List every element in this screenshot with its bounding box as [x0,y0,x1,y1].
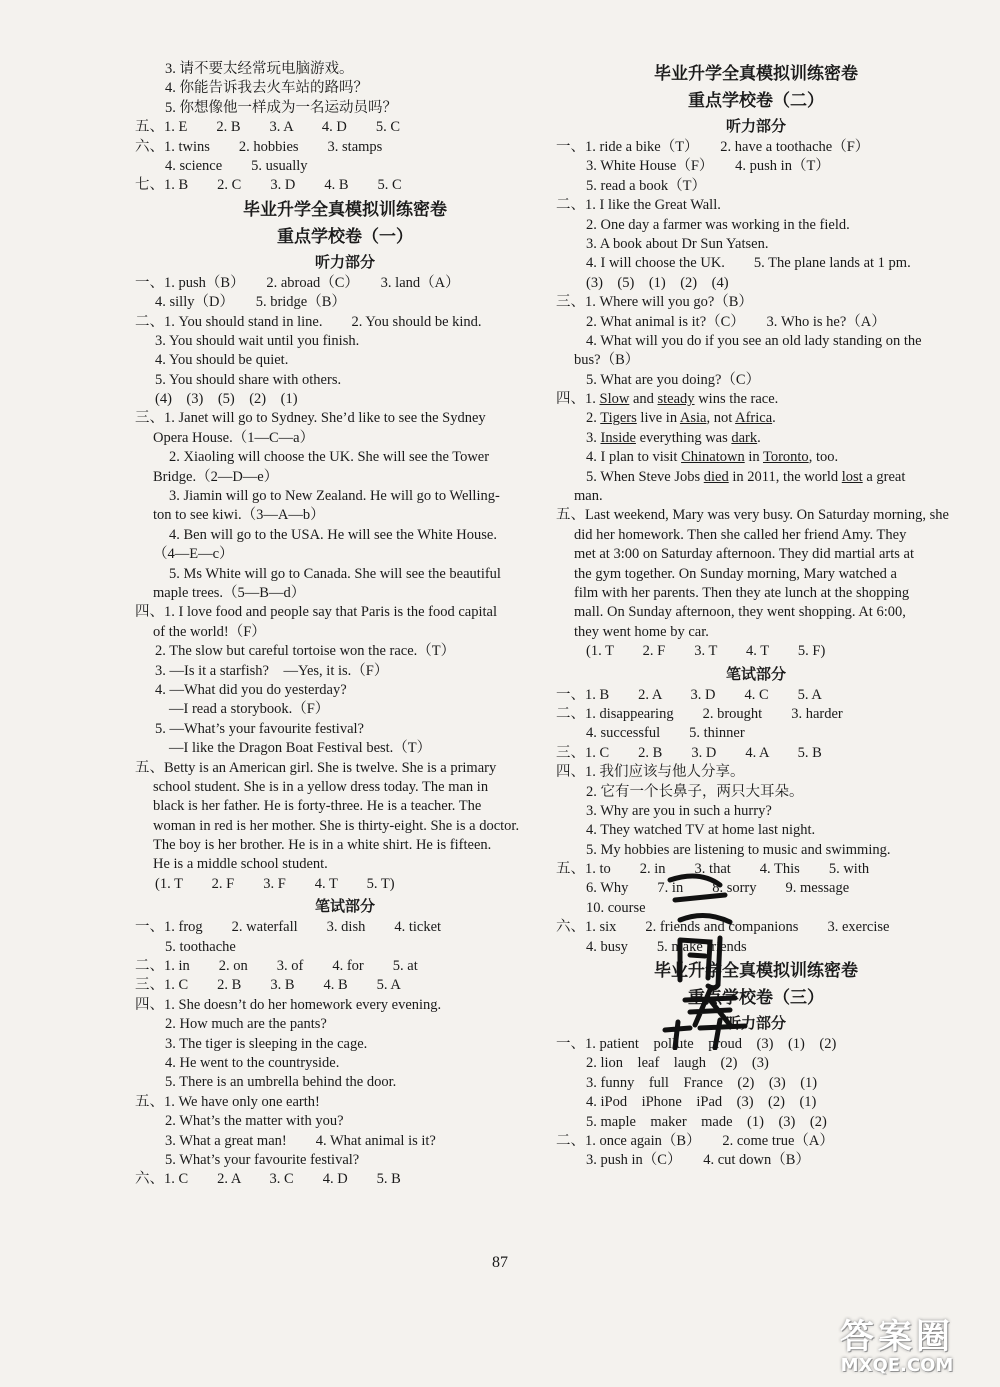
answer-line: 4. Ben will go to the USA. He will see the White House. [169,526,497,543]
answer-line: 3. Why are you in such a hurry? [586,802,772,819]
answer-line: 2. One day a farmer was working in the field. [586,216,850,233]
answer-line: 3. White House（F） 4. push in（T） [586,158,830,175]
answer-line: did her homework. Then she called her friend Amy. They [574,526,907,543]
answer-line: 2. lion leaf laugh (2) (3) [586,1055,769,1072]
answer-line: (3) (5) (1) (2) (4) [586,274,729,291]
answer-line: met at 3:00 on Saturday afternoon. They did martial arts at [574,546,914,563]
answer-line: 五、Betty is an American girl. She is twelve. She is a primary [135,759,497,776]
answer-line: (1. T 2. F 3. T 4. T 5. F) [586,643,826,660]
answer-line: 4. successful 5. thinner [586,725,745,742]
answer-line: 四、1. Slow and steady wins the race. [556,391,779,408]
answer-line: 4. —What did you do yesterday? [155,681,347,698]
answer-line: 2. Tigers live in Asia, not Africa. [586,410,776,427]
answer-line: 5. maple maker made (1) (3) (2) [586,1113,827,1130]
answer-line: bus?（B） [574,352,640,369]
answer-line: 5. 你想像他一样成为一名运动员吗？ [165,99,397,116]
answer-line: 2. Xiaoling will choose the UK. She will see the Tower [169,449,490,466]
answer-line: 四、1. I love food and people say that Paris is the food capital [135,604,498,621]
answer-line: 5. read a book（T） [586,177,706,194]
answer-line: film with her parents. Then they ate lunch at the shopping [574,584,910,601]
answer-line: 三、1. Where will you go?（B） [556,294,753,311]
answer-line: 三、1. C 2. B 3. B 4. B 5. A [135,977,401,994]
answer-line: 3. Inside everything was dark. [586,429,761,446]
answer-line: —I like the Dragon Boat Festival best.（T） [169,740,432,757]
answer-line: 4. science 5. usually [165,157,308,174]
answer-line: 4. iPod iPhone iPad (3) (2) (1) [586,1094,817,1111]
answer-line: 一、1. frog 2. waterfall 3. dish 4. ticket [135,919,442,936]
answer-line: 四、1. She doesn’t do her homework every evening. [135,996,442,1013]
answer-line: Bridge.（2—D—e） [153,468,279,485]
answer-line: 4. busy 5. make friends [586,938,747,955]
answer-line: black is her father. He is forty-three. He is a teacher. The [153,798,482,815]
answer-line: 2. The slow but careful tortoise won the race.（T） [155,643,456,660]
answer-line: 4. What will you do if you see an old lady standing on the [586,332,922,349]
answer-line: 一、1. B 2. A 3. D 4. C 5. A [556,686,822,703]
exam-title: 重点学校卷（二） [688,91,824,111]
answer-line: 4. They watched TV at home last night. [586,822,816,839]
answer-line: 三、1. C 2. B 3. D 4. A 5. B [556,744,822,761]
answer-line: 3. What a great man! 4. What animal is it? [165,1132,436,1149]
answer-line: 二、1. in 2. on 3. of 4. for 5. at [135,958,418,975]
answer-line: 5. —What’s your favourite festival? [155,720,364,737]
answer-line: 3. funny full France (2) (3) (1) [586,1074,818,1091]
answer-line: 六、1. C 2. A 3. C 4. D 5. B [135,1171,401,1188]
answer-line: 五、Last weekend, Mary was very busy. On Saturday morning, she [556,507,949,524]
answer-line: 5. Ms White will go to Canada. She will see the beautiful [169,565,501,582]
answer-line: school student. She is in a yellow dress today. The man in [153,778,489,795]
answer-line: woman in red is her mother. She is thirty-eight. She is a doctor. [153,817,520,834]
answer-line: ton to see kiwi.（3—A—b） [153,507,325,524]
exam-title: 毕业升学全真模拟训练密卷 [654,64,858,84]
answer-line: 5. My hobbies are listening to music and swimming. [586,841,891,858]
answer-line: 3. A book about Dr Sun Yatsen. [586,235,769,252]
answer-line: Opera House.（1—C—a） [153,429,315,446]
answer-line: 六、1. six 2. friends and companions 3. exercise [556,919,890,936]
answer-line: 4. He went to the countryside. [165,1054,340,1071]
answer-line: 5. What are you doing?（C） [586,371,761,388]
answer-line: 七、1. B 2. C 3. D 4. B 5. C [135,177,402,194]
answer-line: 2. What’s the matter with you? [165,1113,344,1130]
exam-title: 毕业升学全真模拟训练密卷 [654,961,858,982]
answer-line: maple trees.（5—B—d） [153,584,306,601]
section-heading: 笔试部分 [314,897,375,916]
answer-line: 五、1. We have only one earth! [135,1093,320,1110]
answer-line: The boy is her brother. He is in a white shirt. He is fifteen. [153,837,492,854]
answer-line: —I read a storybook.（F） [169,701,330,718]
section-heading: 笔试部分 [725,664,786,683]
section-heading: 听力部分 [314,252,375,271]
answer-line: 4. I plan to visit Chinatown in Toronto, too. [586,449,839,466]
answer-line: 3. Jiamin will go to New Zealand. He will go to Welling- [169,488,500,505]
answer-line: 5. When Steve Jobs died in 2011, the world lost a great [586,468,906,485]
answer-line: 2. 它有一个长鼻子，两只大耳朵。 [586,783,804,800]
answer-line: they went home by car. [574,623,709,640]
logo-cn: 答案圈 [840,1317,954,1357]
answer-line: the gym together. On Sunday morning, Mary watched a [574,565,897,582]
right-column [556,60,956,1171]
answer-line: 4. I will choose the UK. 5. The plane lands at 1 pm. [586,255,911,272]
answer-line: 6. Why 7. in 8. sorry 9. message [586,880,850,897]
answer-line: 二、1. You should stand in line. 2. You should be kind. [135,313,482,330]
exam-title: 毕业升学全真模拟训练密卷 [243,199,447,220]
answer-line: 3. 请不要太经常玩电脑游戏。 [165,61,354,77]
logo-en: MXQE.COM [840,1355,954,1376]
answer-line: 4. 你能告诉我去火车站的路吗？ [165,80,368,97]
answer-line: 3. The tiger is sleeping in the cage. [165,1035,368,1052]
answer-line: 4. You should be quiet. [155,352,289,369]
answer-line: 四、1. 我们应该与他人分享。 [556,764,745,781]
section-heading: 听力部分 [725,117,786,135]
answer-line: 二、1. disappearing 2. brought 3. harder [556,705,843,722]
answer-line: 5. What’s your favourite festival? [165,1151,360,1168]
section-heading: 听力部分 [725,1014,786,1033]
exam-title: 重点学校卷（一） [277,226,413,247]
answer-line: 3. push in（C） 4. cut down（B） [586,1152,810,1169]
answer-line: 5. There is an umbrella behind the door. [165,1074,397,1091]
answer-line: 五、1. to 2. in 3. that 4. This 5. with [556,861,870,878]
answer-line: 一、1. push（B） 2. abroad（C） 3. land（A） [135,274,460,291]
answer-line: (1. T 2. F 3. F 4. T 5. T) [155,875,395,892]
answer-line: (4) (3) (5) (2) (1) [155,391,298,408]
answer-line: 六、1. twins 2. hobbies 3. stamps [135,138,383,155]
answer-line: 二、1. I like the Great Wall. [556,197,721,214]
answer-line: mall. On Sunday afternoon, they went shopping. At 6:00, [574,604,906,621]
answer-line: 三、1. Janet will go to Sydney. She’d like to see the Sydney [135,410,486,427]
answer-line: man. [574,488,603,505]
page-number: 87 [492,1254,508,1271]
answer-line: 一、1. patient pollute proud (3) (1) (2) [556,1036,837,1053]
answer-line: 二、1. once again（B） 2. come true（A） [556,1132,834,1149]
answer-line: 10. course [586,899,646,916]
answer-line: 一、1. ride a bike（T） 2. have a toothache（F） [556,139,870,155]
answer-line: 2. What animal is it?（C） 3. Who is he?（A） [586,313,886,330]
answer-line: （4—E—c） [153,546,234,563]
answer-line: 3. You should wait until you finish. [155,332,360,349]
answer-line: 5. toothache [165,938,236,955]
exam-title: 重点学校卷（三） [688,988,824,1009]
answer-line: 5. You should share with others. [155,371,342,388]
answer-line: 3. —Is it a starfish? —Yes, it is.（F） [155,662,389,679]
answer-line: 2. How much are the pants? [165,1016,327,1033]
site-logo [802,1309,992,1379]
answer-line: of the world!（F） [153,623,266,640]
answer-line: 4. silly（D） 5. bridge（B） [155,294,346,311]
left-column [135,60,555,1190]
answer-line: He is a middle school student. [153,856,328,873]
answer-line: 五、1. E 2. B 3. A 4. D 5. C [135,119,401,136]
